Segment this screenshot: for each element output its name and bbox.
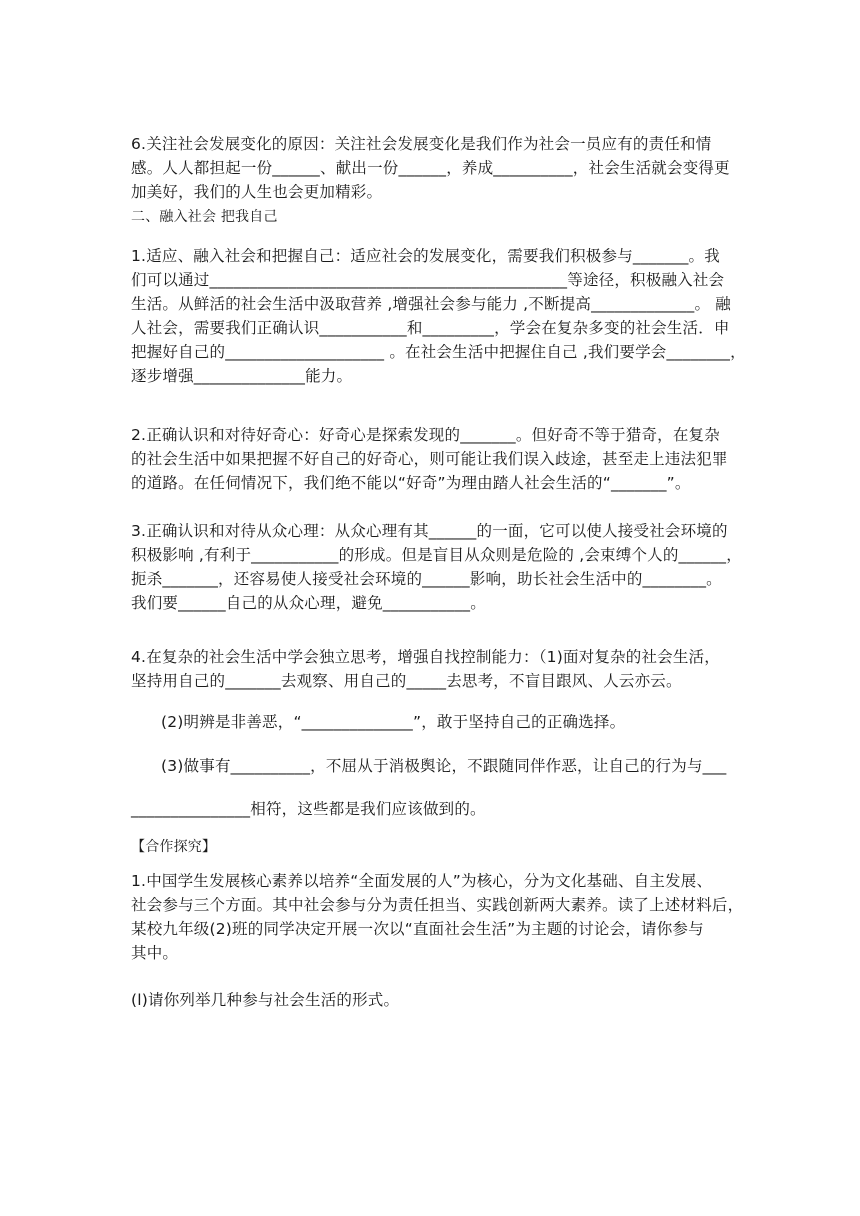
item6-paragraph — [131, 132, 743, 204]
item3-line-1: 3.正确认识和对待从众心理：从众心理有其______的一面，它可以使人接受社会环境的 — [131, 522, 728, 540]
item4-line-2: 坚持用自己的_______去观察、用自己的_____去思考，不盲目跟风、人云亦云。 — [131, 672, 682, 690]
cooperation-title: 【合作探究】 — [131, 839, 217, 855]
item6-line-2: 感。人人都担起一份______、献出一份______，养成__________，社会生活就会变得更 — [131, 159, 730, 177]
item4-sub2: (2)明辨是非善恶，“______________”，敢于坚持自己的正确选择。 — [161, 713, 626, 731]
coop-item1-paragraph — [131, 869, 743, 965]
coop-question1: (l)请你列举几种参与社会生活的形式。 — [131, 991, 400, 1009]
item1-paragraph — [131, 244, 746, 388]
item2-paragraph — [131, 423, 743, 495]
item3-line-4: 我们要______自己的从众心理，避免___________。 — [131, 594, 486, 612]
item6-line-1: 6.关注社会发展变化的原因：关注社会发展变化是我们作为社会一员应有的责任和情 — [131, 135, 712, 153]
coop-item1-line-2: 社会参与三个方面。其中社会参与分为责任担当、实践创新两大素养。读了上述材料后， — [131, 896, 744, 914]
item4-sub3-line1: (3)做事有__________，不屈从于消极舆论，不跟随同伴作恶，让自己的行为与___ — [161, 757, 727, 775]
item3-paragraph — [131, 519, 743, 615]
item4-sub3-line2: _______________相符，这些都是我们应该做到的。 — [131, 800, 486, 818]
item1-line-4: 人社会，需要我们正确认识___________和_________，学会在复杂多变的社会生活．申 — [131, 319, 730, 337]
item1-line-6: 逐步增强______________能力。 — [131, 367, 353, 385]
item2-line-2: 的社会生活中如果把握不好自己的好奇心，则可能让我们误入歧途，甚至走上违法犯罪 — [131, 450, 728, 468]
coop-item1-line-1: 1.中国学生发展核心素养以培养“全面发展的人”为核心，分为文化基础、自主发展、 — [131, 872, 713, 890]
item1-line-1: 1.适应、融入社会和把握自己：适应社会的发展变化，需要我们积极参与_______。我 — [131, 247, 720, 265]
item1-line-5: 把握好自己的____________________ 。在社会生活中把握住自己 ,我们要学会________， — [131, 343, 746, 361]
item2-line-3: 的道路。在任伺情况下，我们绝不能以“好奇”为理由踏人社会生活的“_______”。 — [131, 474, 691, 492]
item1-line-3: 生活。从鲜活的社会生活中汲取营养 ,增强社会参与能力 ,不断提高_____________。 融 — [131, 295, 731, 313]
coop-item1-line-3: 某校九年级(2)班的同学决定开展一次以“直面社会生活”为主题的讨论会，请你参与 — [131, 920, 704, 938]
item3-line-3: 扼杀_______，还容易使人接受社会环境的______影响，助长社会生活中的________。 — [131, 570, 722, 588]
coop-item1-line-4: 其中。 — [131, 944, 179, 962]
item3-line-2: 积极影响 ,有利于___________的形成。但是盲目从众则是危险的 ,会束缚个人的______， — [131, 546, 742, 564]
item4-line-1: 4.在复杂的社会生活中学会独立思考，增强自找控制能力：（1)面对复杂的社会生活， — [131, 648, 720, 666]
section2-title: 二、融入社会 把我自己 — [131, 209, 278, 225]
item4-paragraph — [131, 645, 743, 693]
item2-line-1: 2.正确认识和对待好奇心：好奇心是探索发现的_______。但好奇不等于猎奇，在复杂 — [131, 426, 720, 444]
item6-line-3: 加美好，我们的人生也会更加精彩。 — [131, 183, 383, 201]
item1-line-2: 们可以通过_____________________________________________等途径，积极融入社会 — [131, 271, 725, 289]
